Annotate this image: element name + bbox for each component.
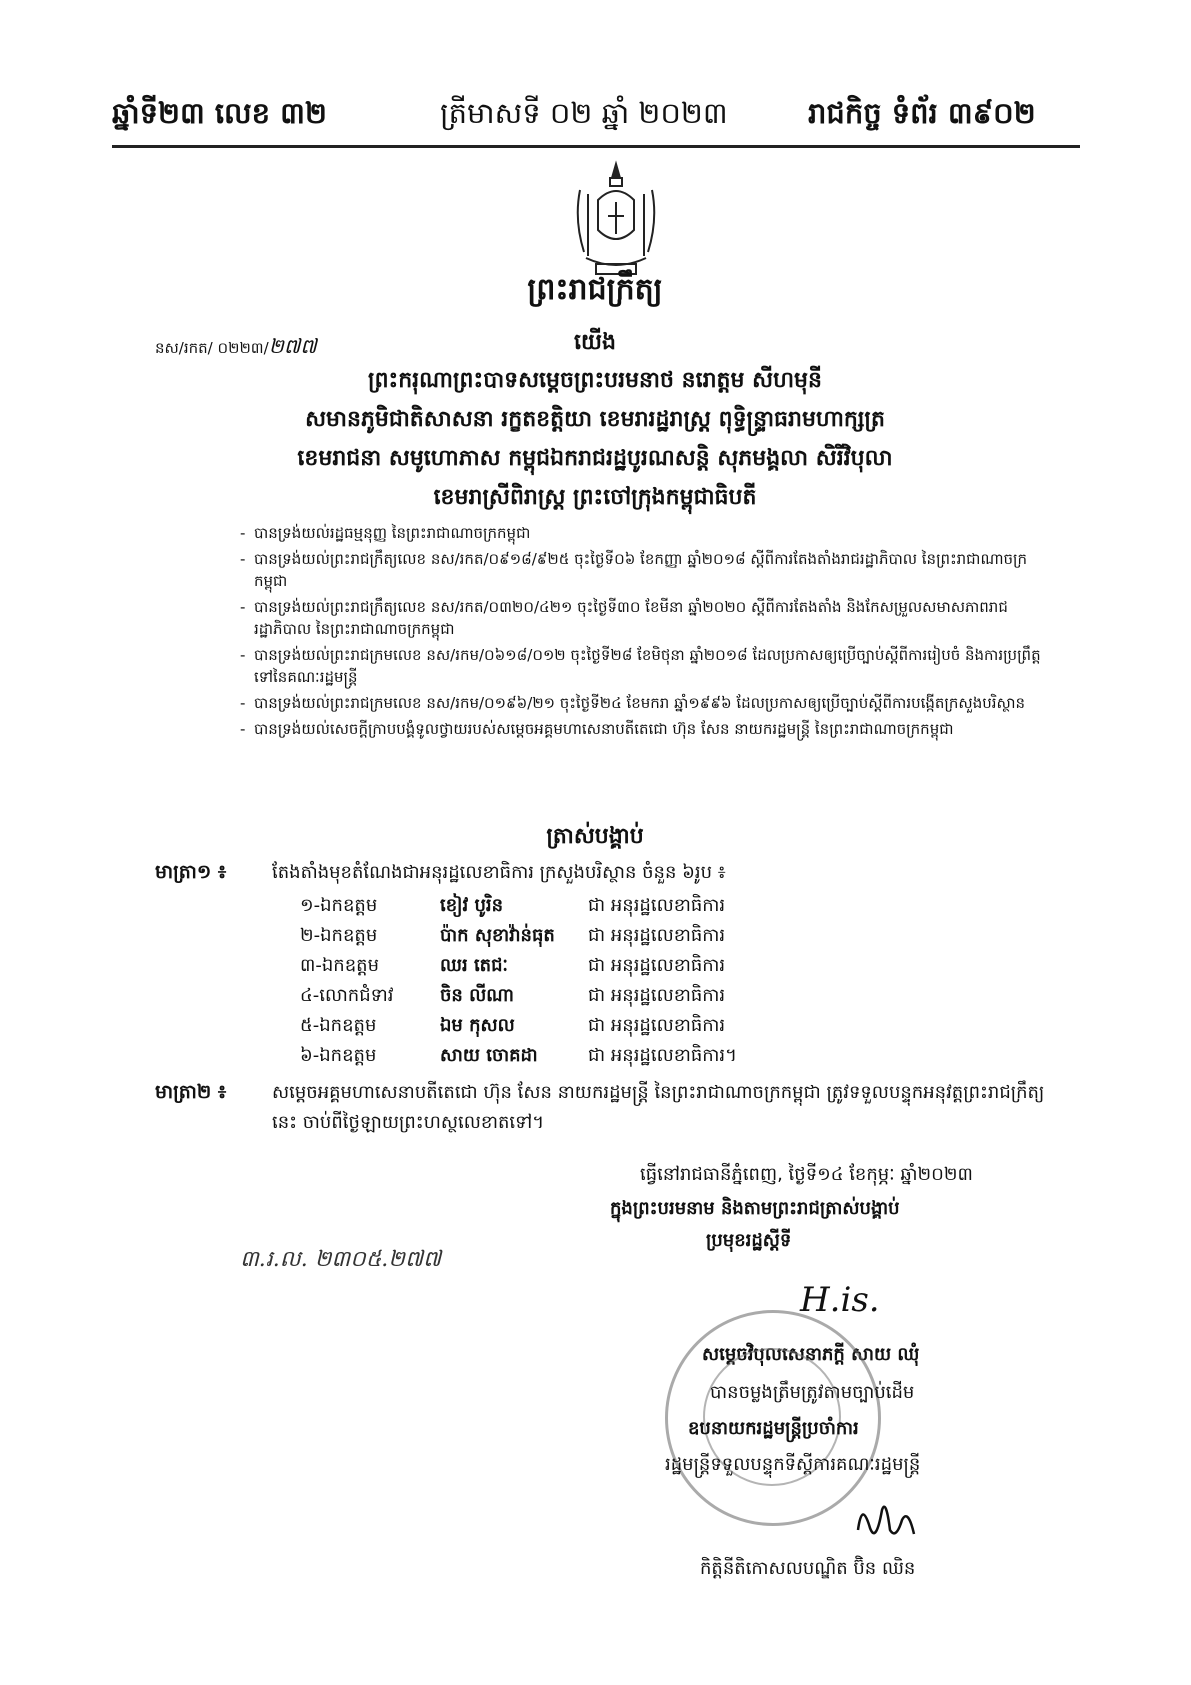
decree-heading: ត្រាស់បង្គាប់ bbox=[546, 823, 644, 849]
reference-handwritten: ២៧៧ bbox=[268, 334, 317, 358]
visa-item: - បានទ្រង់យល់រដ្ឋធម្មនុញ្ញ នៃព្រះរាជាណាចក្រកម្ពុជា bbox=[240, 522, 1050, 544]
gazette-date: ត្រីមាសទី ០២ ឆ្នាំ ២០២៣ bbox=[440, 96, 728, 130]
visa-item: - បានទ្រង់យល់ព្រះរាជក្រមលេខ នស/រកម/០១៩៦/២១ ចុះថ្ងៃទី២៤ ខែមករា ឆ្នាំ១៩៩៦ ដែលប្រកាសឲ្យប្រើច្បាប់ស្ដីពីការបង្កើតក្រសួងបរិស្ថាន bbox=[240, 692, 1050, 714]
head-of-state-title: ប្រមុខរដ្ឋស្ដីទី bbox=[706, 1230, 792, 1251]
signatory-2-name: កិត្តិនីតិកោសលបណ្ឌិត ប៊ិន ឈិន bbox=[700, 1558, 916, 1579]
appointee-row: ៦-ឯកឧត្ដម សាយ ចោគដា ជា អនុរដ្ឋលេខាធិការ។ bbox=[300, 1045, 737, 1066]
certified-copy-line: បានចម្លងត្រឹមត្រូវតាមច្បាប់ដើម bbox=[710, 1382, 915, 1403]
signatory-2-title-2: រដ្ឋមន្ត្រីទទួលបន្ទុកទីស្ដីការគណៈរដ្ឋមន្ត្រី bbox=[665, 1454, 921, 1475]
article2-text: សម្ដេចអគ្គមហាសេនាបតីតេជោ ហ៊ុន សែន នាយករដ្ឋមន្ត្រី នៃព្រះរាជាណាចក្រកម្ពុជា ត្រូវទទួលបន្ទុកអនុវត្តព្រះរាជក្រឹត្យនេះ ចាប់ពីថ្ងៃឡាយព្រះហស្ថលេខាតទៅ។ bbox=[272, 1082, 1045, 1133]
visa-item: - បានទ្រង់យល់ព្រះរាជក្រឹត្យលេខ នស/រកត/០៣២០/៤២១ ចុះថ្ងៃទី៣០ ខែមីនា ឆ្នាំ២០២០ ស្ដីពីការតែងតាំង និងកែសម្រួលសមាសភាពរាជរដ្ឋាភិបាល នៃព្រះរាជាណាចក្រកម្ពុជា bbox=[240, 596, 1050, 640]
in-name-line: ក្នុងព្រះបរមនាម និងតាមព្រះរាជត្រាស់បង្គាប់ bbox=[610, 1198, 900, 1219]
article1-label: មាត្រា១ ៖ bbox=[155, 861, 227, 883]
place-date: ធ្វើនៅរាជធានីភ្នំពេញ, ថ្ងៃទី១៤ ខែកុម្ភៈ ឆ្នាំ២០២៣ bbox=[640, 1164, 973, 1185]
yeung-heading: យើង bbox=[574, 329, 616, 355]
signature-2-icon bbox=[850, 1490, 920, 1550]
gazette-page: រាជកិច្ច ទំព័រ ៣៩០២ bbox=[808, 96, 1036, 130]
signature-1: H.is. bbox=[800, 1280, 880, 1320]
signatory-1-name: សម្ដេចវិបុលសេនាភក្ដី សាយ ឈុំ bbox=[702, 1344, 920, 1365]
signatory-2-title-1: ឧបនាយករដ្ឋមន្ត្រីប្រចាំការ bbox=[688, 1418, 859, 1439]
handwritten-note: ៣.រ.ល. ២៣០៥.២៧៧ bbox=[240, 1247, 442, 1272]
royal-title-line-4: ខេមរាស្រីពិរាស្ត្រ ព្រះចៅក្រុងកម្ពុជាធិបតី bbox=[433, 484, 757, 510]
header-rule bbox=[112, 145, 1080, 148]
gazette-issue: ឆ្នាំទី២៣ លេខ ៣២ bbox=[112, 96, 327, 130]
article1-text: តែងតាំងមុខតំណែងជាអនុរដ្ឋលេខាធិការ ក្រសួងបរិស្ថាន ចំនួន ៦រូប ៖ bbox=[272, 862, 726, 883]
article2-label: មាត្រា២ ៖ bbox=[155, 1081, 227, 1103]
reference-printed: នស/រកត/ ០២២៣/ bbox=[155, 339, 269, 357]
royal-arms-icon bbox=[566, 160, 666, 280]
visa-item: - បានទ្រង់យល់សេចក្ដីក្រាបបង្គំទូលថ្វាយរបស់សម្ដេចអគ្គមហាសេនាបតីតេជោ ហ៊ុន សែន នាយករដ្ឋមន្ត្រី នៃព្រះរាជាណាចក្រកម្ពុជា bbox=[240, 718, 1050, 740]
royal-title-line-1: ព្រះករុណាព្រះបាទសម្ដេចព្រះបរមនាថ នរោត្តម សីហមុនី bbox=[368, 367, 822, 393]
royal-title-line-3: ខេមរាជនា សមូហោភាស កម្ពុជឯករាជរដ្ឋបូរណសន្តិ សុភមង្គលា សិរីវិបុលា bbox=[297, 445, 893, 471]
appointee-row: ៣-ឯកឧត្ដម ឈរ តេជៈ ជា អនុរដ្ឋលេខាធិការ bbox=[300, 955, 726, 976]
appointee-row: ១-ឯកឧត្ដម ខៀវ បូរិន ជា អនុរដ្ឋលេខាធិការ bbox=[300, 895, 726, 916]
appointee-row: ៤-លោកជំទាវ ចិន លីណា ជា អនុរដ្ឋលេខាធិការ bbox=[300, 985, 726, 1006]
royal-title-line-2: សមានភូមិជាតិសាសនា រក្ខតខត្តិយា ខេមរារដ្ឋរាស្ត្រ ពុទ្ធិន្ទ្រាធរាមហាក្សត្រ bbox=[305, 406, 885, 432]
appointee-row: ២-ឯកឧត្ដម ប៉ាក សុខាវ៉ាន់ធុត ជា អនុរដ្ឋលេខាធិការ bbox=[300, 925, 726, 946]
visa-list bbox=[240, 522, 1050, 744]
decree-title: ព្រះរាជក្រឹត្យ bbox=[527, 272, 663, 307]
visa-item: - បានទ្រង់យល់ព្រះរាជក្រឹត្យលេខ នស/រកត/០៩១៨/៩២៥ ចុះថ្ងៃទី០៦ ខែកញ្ញា ឆ្នាំ២០១៨ ស្ដីពីការតែងតាំងរាជរដ្ឋាភិបាល នៃព្រះរាជាណាចក្រកម្ពុជា bbox=[240, 548, 1050, 592]
appointee-row: ៥-ឯកឧត្ដម ឯម កុសល ជា អនុរដ្ឋលេខាធិការ bbox=[300, 1015, 726, 1036]
visa-item: - បានទ្រង់យល់ព្រះរាជក្រមលេខ នស/រកម/០៦១៨/០១២ ចុះថ្ងៃទី២៨ ខែមិថុនា ឆ្នាំ២០១៨ ដែលប្រកាសឲ្យប្រើច្បាប់ស្ដីពីការរៀបចំ និងការប្រព្រឹត្តទៅនៃគណៈរដ្ឋមន្ត្រី bbox=[240, 644, 1050, 688]
